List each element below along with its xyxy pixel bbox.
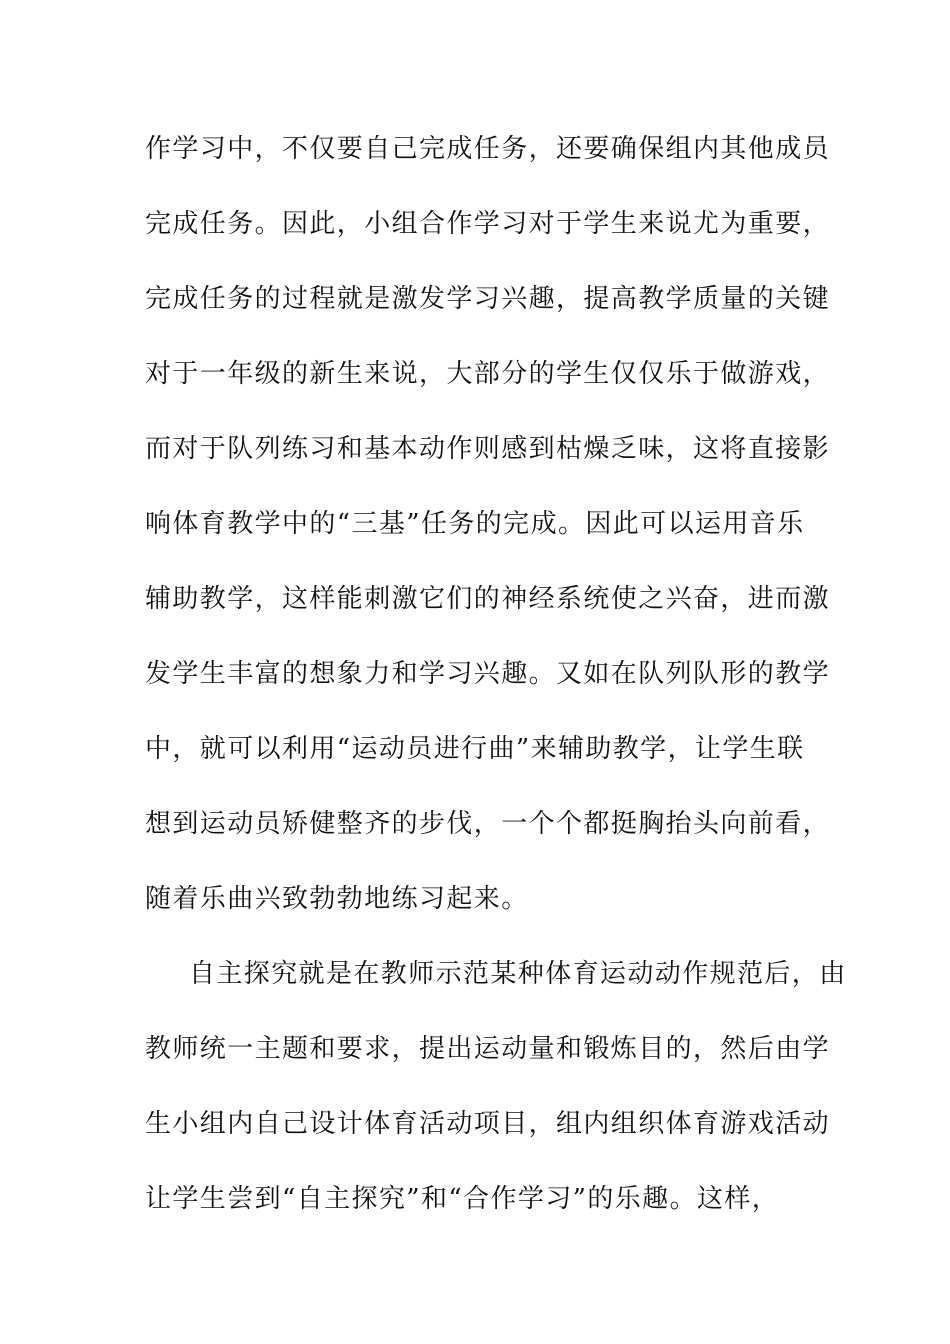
- text-line: 对于一年级的新生来说，大部分的学生仅仅乐于做游戏，: [145, 359, 831, 389]
- text-line: 生小组内自己设计体育活动项目，组内组织体育游戏活动: [145, 1109, 831, 1139]
- text-line: 发学生丰富的想象力和学习兴趣。又如在队列队形的教学: [145, 659, 831, 689]
- text-line: 而对于队列练习和基本动作则感到枯燥乏味，这将直接影: [145, 434, 831, 464]
- text-line: 教师统一主题和要求，提出运动量和锻炼目的，然后由学: [145, 1034, 831, 1064]
- text-line: 辅助教学，这样能刺激它们的神经系统使之兴奋，进而激: [145, 584, 831, 614]
- text-line: 完成任务。因此，小组合作学习对于学生来说尤为重要，: [145, 209, 831, 239]
- text-line: 让学生尝到“自主探究”和“合作学习”的乐趣。这样，: [145, 1184, 780, 1214]
- text-line: 随着乐曲兴致勃勃地练习起来。: [145, 884, 529, 914]
- text-line: 响体育教学中的“三基”任务的完成。因此可以运用音乐: [145, 509, 805, 539]
- text-line: 作学习中，不仅要自己完成任务，还要确保组内其他成员: [145, 134, 831, 164]
- body-text: [145, 125, 847, 1250]
- text-line: 完成任务的过程就是激发学习兴趣，提高教学质量的关键: [145, 284, 831, 314]
- paragraph-start-line: 自主探究就是在教师示范某种体育运动动作规范后，由: [189, 959, 847, 989]
- text-line: 中，就可以利用“运动员进行曲”来辅助教学，让学生联: [145, 734, 805, 764]
- text-line: 想到运动员矫健整齐的步伐，一个个都挺胸抬头向前看，: [145, 809, 831, 839]
